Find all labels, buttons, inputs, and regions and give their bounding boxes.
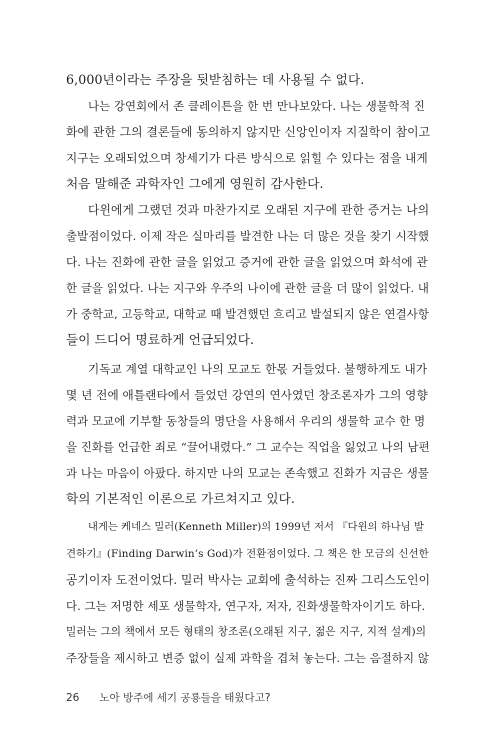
text-line: 공기이자 도전이었다. 밀러 박사는 교회에 출석하는 진짜 그리스도인이: [66, 573, 431, 587]
text-line: 밀러는 그의 책에서 모든 형태의 창조론(오래된 지구, 젊은 지구, 지적 설계)의: [66, 626, 427, 638]
body-text: [66, 67, 430, 671]
text-line: 처음 말해준 과학자인 그에게 영원히 감사한다.: [66, 176, 324, 191]
text-line: 화에 관한 그의 결론들에 동의하지 않지만 신앙인이자 지질학이 참이고: [66, 125, 431, 139]
text-line: 과 나는 마음이 아팠다. 하지만 나의 모교는 존속했고 진화가 지금은 생물: [66, 466, 429, 480]
running-title: 노아 방주에 세기 공룡들을 태웠다고?: [99, 692, 271, 704]
text-line: 6,000년이라는 주장을 뒷받침하는 데 사용될 수 없다.: [66, 72, 365, 87]
text-line: 다. 그는 저명한 세포 생물학자, 연구자, 저자, 진화생물학자이기도 하다.: [66, 599, 426, 613]
text-line: 지구는 오래되었으며 창세기가 다른 방식으로 읽힐 수 있다는 점을 내게: [66, 151, 428, 165]
text-line: 가 중학교, 고등학교, 대학교 때 발견했던 흐리고 발설되지 않은 연결사항: [66, 307, 429, 321]
text-line: 나는 강연회에서 존 클레이튼을 한 번 만나보았다. 나는 생물학적 진: [88, 99, 425, 113]
text-line: 출발점이었다. 이제 작은 실마리를 발견한 나는 더 많은 것을 찾기 시작했: [66, 229, 429, 243]
text-line: 견하기』(Finding Darwin’s God)가 전환점이었다. 그 책은 한 모금의 신선한: [66, 548, 429, 560]
text-line: 을 진화를 언급한 죄로 “끌어내렸다.” 그 교수는 직업을 잃었고 나의 남편: [66, 440, 430, 454]
text-line: 다윈에게 그랬던 것과 마찬가지로 오래된 지구에 관한 증거는 나의: [88, 203, 430, 217]
page-number: 26: [66, 692, 80, 704]
text-line: 다. 나는 진화에 관한 글을 읽었고 증거에 관한 글을 읽었으며 화석에 관: [66, 255, 428, 269]
text-line: 한 글을 읽었다. 나는 지구와 우주의 나이에 관한 글을 더 많이 읽었다. 내: [66, 281, 429, 295]
text-line: 들이 드디어 명료하게 언급되었다.: [66, 332, 255, 347]
text-line: 내게는 케네스 밀러(Kenneth Miller)의 1999년 저서 『다윈의 하나님 발: [88, 522, 424, 533]
text-line: 기독교 계열 대학교인 나의 모교도 한몫 거들었다. 불행하게도 내가: [88, 362, 428, 376]
text-line: 몇 년 전에 애틀랜타에서 들었던 강연의 연사였던 창조론자가 그의 영향: [66, 388, 428, 402]
text-line: 력과 모교에 기부할 동창들의 명단을 사용해서 우리의 생물학 교수 한 명: [66, 414, 426, 428]
text-line: 주장들을 제시하고 변증 없이 실제 과학을 겹쳐 놓는다. 그는 음절하지 않: [66, 651, 429, 665]
text-line: 학의 기본적인 이론으로 가르쳐지고 있다.: [66, 491, 296, 506]
page-footer: [66, 690, 270, 705]
